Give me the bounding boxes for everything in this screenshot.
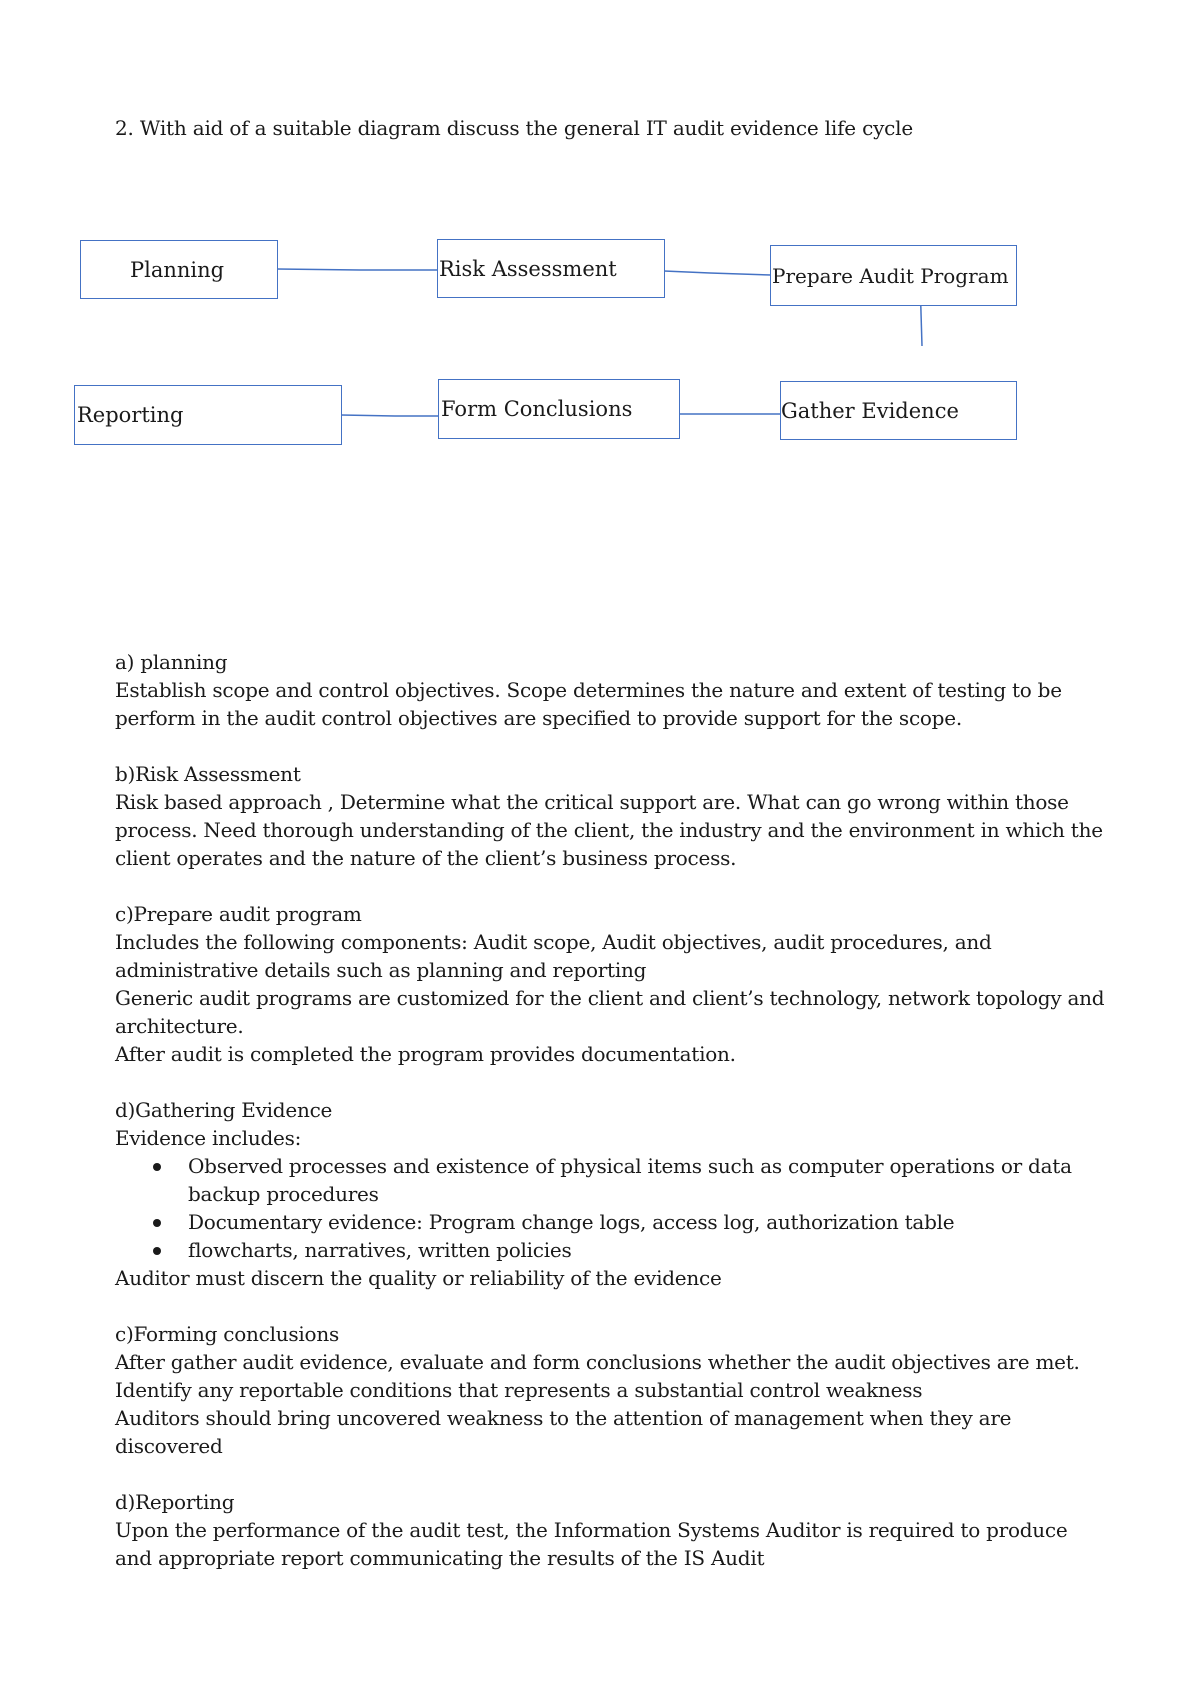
list-item (115, 1208, 1105, 1236)
section-gathering-evidence (115, 1096, 1105, 1292)
question-heading: 2. With aid of a suitable diagram discuss the general IT audit evidence life cycle (115, 116, 914, 140)
bullet-icon (153, 1163, 161, 1171)
list-item-text: flowcharts, narratives, written policies (188, 1238, 572, 1262)
connector-planning-risk (277, 269, 438, 270)
paragraph: Generic audit programs are customized for the client and client’s technology, network topology and architecture. (115, 986, 1105, 1038)
section-prepare-audit-program (115, 900, 1105, 1068)
paragraph: After audit is completed the program provides documentation. (115, 1042, 736, 1066)
section-heading: c)Prepare audit program (115, 902, 362, 926)
section-heading: d)Reporting (115, 1490, 235, 1514)
box-planning-label: Planning (130, 257, 225, 282)
section-heading: a) planning (115, 650, 228, 674)
list-item-text: Observed processes and existence of physical items such as computer operations or data backup procedures (188, 1154, 1072, 1206)
paragraph: Auditors should bring uncovered weakness to the attention of management when they are discovered (115, 1406, 1012, 1458)
box-gather-evidence (780, 381, 1017, 440)
list-item (115, 1236, 1105, 1264)
box-conclusions-label: Form Conclusions (441, 397, 633, 421)
paragraph: Risk based approach , Determine what the critical support are. What can go wrong within those process. Need thorough understanding of the client, the industry and the environment in which the client operates and the nature of the client’s business process. (115, 790, 1103, 870)
paragraph: Upon the performance of the audit test, the Information Systems Auditor is required to produce and appropriate report communicating the results of the IS Audit (115, 1518, 1068, 1570)
section-heading: d)Gathering Evidence (115, 1098, 333, 1122)
box-form-conclusions (438, 379, 680, 439)
paragraph: Establish scope and control objectives. Scope determines the nature and extent of testing to be perform in the audit control objectives are specified to provide support for the scope. (115, 678, 1062, 730)
box-risk-assessment (437, 239, 665, 298)
section-forming-conclusions (115, 1320, 1105, 1460)
box-risk-label: Risk Assessment (439, 256, 617, 281)
box-evidence-label: Gather Evidence (781, 398, 959, 423)
box-program-label: Prepare Audit Program (772, 263, 1009, 288)
paragraph: Evidence includes: (115, 1126, 302, 1150)
section-planning (115, 648, 1105, 732)
connector-conclusions-reporting (341, 415, 439, 416)
list-item (115, 1152, 1105, 1208)
paragraph: Includes the following components: Audit scope, Audit objectives, audit procedures, and administrative details such as planning and reporting (115, 930, 992, 982)
bullet-icon (153, 1219, 161, 1227)
box-prepare-audit-program (770, 245, 1017, 306)
section-reporting (115, 1488, 1105, 1572)
section-risk-assessment (115, 760, 1105, 872)
evidence-bullet-list (115, 1152, 1105, 1264)
list-item-text: Documentary evidence: Program change logs, access log, authorization table (188, 1210, 955, 1234)
answer-body (115, 648, 1105, 1600)
paragraph: After gather audit evidence, evaluate and form conclusions whether the audit objectives are met. (115, 1350, 1080, 1374)
box-planning (80, 240, 278, 299)
section-heading: b)Risk Assessment (115, 762, 301, 786)
box-reporting (74, 385, 342, 445)
section-heading: c)Forming conclusions (115, 1322, 339, 1346)
connector-risk-program (664, 271, 771, 275)
bullet-icon (153, 1247, 161, 1255)
life-cycle-diagram (0, 0, 1200, 470)
box-reporting-label: Reporting (77, 403, 184, 427)
paragraph: Auditor must discern the quality or reliability of the evidence (115, 1266, 722, 1290)
paragraph: Identify any reportable conditions that represents a substantial control weakness (115, 1378, 923, 1402)
